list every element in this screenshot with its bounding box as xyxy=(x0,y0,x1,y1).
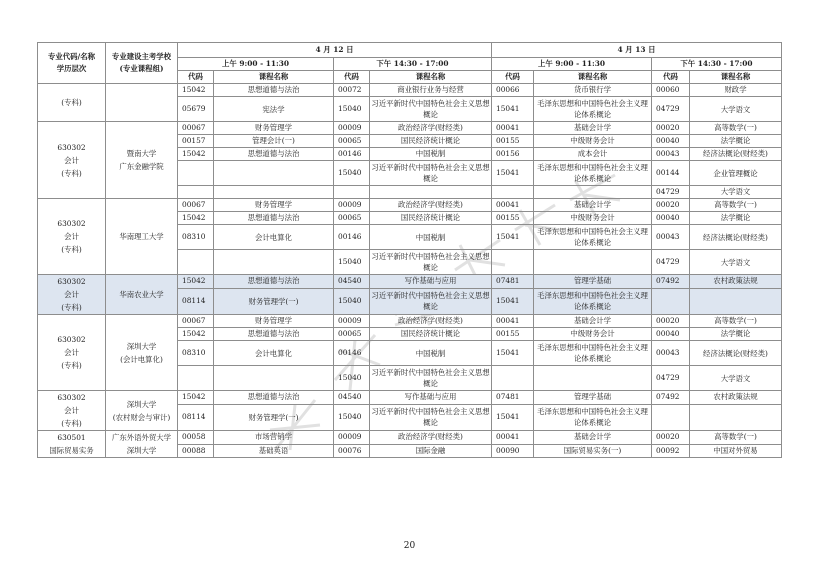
course-code-cell: 15040 xyxy=(334,288,370,314)
course-code-cell: 00090 xyxy=(492,444,534,458)
course-code-cell xyxy=(178,186,214,199)
course-name-cell: 大学语文 xyxy=(690,97,782,122)
school-cell: 华南农业大学 xyxy=(106,275,178,315)
course-name-cell: 国民经济统计概论 xyxy=(370,135,492,148)
course-name-cell: 管理学基础 xyxy=(534,275,652,289)
table-row xyxy=(38,84,782,97)
course-code-cell: 00066 xyxy=(492,84,534,97)
course-name-cell: 国际金融 xyxy=(370,444,492,458)
code-header: 代码 xyxy=(178,71,214,84)
course-name-cell: 财政学 xyxy=(690,84,782,97)
course-code-cell: 15040 xyxy=(334,366,370,391)
course-code-cell: 00009 xyxy=(334,199,370,212)
page-number: 20 xyxy=(403,541,416,551)
course-name-cell: 企业管理概论 xyxy=(690,161,782,186)
major-cell: (专科) xyxy=(38,84,106,122)
course-code-cell: 00072 xyxy=(334,84,370,97)
course-name-cell: 写作基础与应用 xyxy=(370,391,492,405)
course-code-cell xyxy=(178,366,214,391)
course-name-cell: 政治经济学(财经类) xyxy=(370,315,492,328)
course-name-cell: 中级财务会计 xyxy=(534,328,652,341)
course-name-cell: 大学语文 xyxy=(690,250,782,275)
course-code-cell: 00156 xyxy=(492,148,534,161)
course-code-cell: 15042 xyxy=(178,84,214,97)
course-name-cell: 高等数学(一) xyxy=(690,431,782,445)
course-code-cell: 08114 xyxy=(178,404,214,430)
major-column-header: 专业代码/名称 学历层次 xyxy=(38,43,106,84)
course-name-cell: 中级财务会计 xyxy=(534,212,652,225)
course-name-cell: 高等数学(一) xyxy=(690,122,782,135)
course-name-cell xyxy=(534,186,652,199)
course-name-cell xyxy=(214,161,334,186)
day2-header: 4 月 13 日 xyxy=(492,43,782,58)
course-code-cell: 08310 xyxy=(178,225,214,250)
course-name-cell: 政治经济学(财经类) xyxy=(370,431,492,445)
course-header: 课程名称 xyxy=(534,71,652,84)
course-name-cell: 管理学基础 xyxy=(534,391,652,405)
course-code-cell: 08114 xyxy=(178,288,214,314)
course-name-cell: 高等数学(一) xyxy=(690,199,782,212)
course-code-cell: 15042 xyxy=(178,275,214,289)
course-code-cell: 04729 xyxy=(652,250,690,275)
course-code-cell: 04540 xyxy=(334,391,370,405)
code-header: 代码 xyxy=(652,71,690,84)
course-name-cell: 大学语文 xyxy=(690,366,782,391)
course-name-cell: 中国税制 xyxy=(370,341,492,366)
course-name-cell: 管理会计(一) xyxy=(214,135,334,148)
course-header: 课程名称 xyxy=(370,71,492,84)
course-code-cell: 15041 xyxy=(492,161,534,186)
course-code-cell: 00041 xyxy=(492,122,534,135)
course-code-cell: 00157 xyxy=(178,135,214,148)
course-code-cell: 15042 xyxy=(178,328,214,341)
course-name-cell: 政治经济学(财经类) xyxy=(370,122,492,135)
course-code-cell: 00146 xyxy=(334,225,370,250)
course-name-cell: 法学概论 xyxy=(690,212,782,225)
course-code-cell: 00144 xyxy=(652,161,690,186)
course-code-cell: 00155 xyxy=(492,135,534,148)
course-name-cell: 思想道德与法治 xyxy=(214,148,334,161)
course-header: 课程名称 xyxy=(690,71,782,84)
course-name-cell: 基础会计学 xyxy=(534,315,652,328)
course-name-cell: 毛泽东思想和中国特色社会主义理论体系概论 xyxy=(534,225,652,250)
course-name-cell: 中国税制 xyxy=(370,225,492,250)
course-code-cell: 00020 xyxy=(652,199,690,212)
course-name-cell: 毛泽东思想和中国特色社会主义理论体系概论 xyxy=(534,288,652,314)
course-code-cell: 15040 xyxy=(334,161,370,186)
course-name-cell: 会计电算化 xyxy=(214,225,334,250)
course-name-cell: 财务管理学(一) xyxy=(214,288,334,314)
course-code-cell xyxy=(492,366,534,391)
course-code-cell xyxy=(492,186,534,199)
course-name-cell xyxy=(690,404,782,430)
course-code-cell: 00020 xyxy=(652,122,690,135)
school-cell: 广东外语外贸大学 深圳大学 xyxy=(106,431,178,458)
course-code-cell: 00043 xyxy=(652,341,690,366)
course-code-cell: 00092 xyxy=(652,444,690,458)
course-code-cell xyxy=(178,161,214,186)
course-name-cell xyxy=(534,366,652,391)
course-code-cell: 00155 xyxy=(492,212,534,225)
course-code-cell: 00067 xyxy=(178,122,214,135)
course-code-cell: 00088 xyxy=(178,444,214,458)
course-code-cell: 04729 xyxy=(652,186,690,199)
course-code-cell: 00040 xyxy=(652,212,690,225)
course-name-cell xyxy=(534,250,652,275)
table-row xyxy=(38,199,782,212)
course-code-cell: 00041 xyxy=(492,199,534,212)
course-name-cell: 习近平新时代中国特色社会主义思想概论 xyxy=(370,161,492,186)
course-name-cell: 经济法概论(财经类) xyxy=(690,148,782,161)
course-code-cell: 15040 xyxy=(334,404,370,430)
course-code-cell xyxy=(178,250,214,275)
course-code-cell: 00043 xyxy=(652,225,690,250)
course-name-cell: 思想道德与法治 xyxy=(214,84,334,97)
course-name-cell: 国际贸易实务(一) xyxy=(534,444,652,458)
course-name-cell: 财务管理学 xyxy=(214,199,334,212)
course-code-cell: 00040 xyxy=(652,328,690,341)
major-cell: 630302 会计 (专科) xyxy=(38,391,106,431)
course-code-cell: 00020 xyxy=(652,431,690,445)
course-code-cell: 00020 xyxy=(652,315,690,328)
course-name-cell: 经济法概论(财经类) xyxy=(690,341,782,366)
course-name-cell: 基础会计学 xyxy=(534,431,652,445)
course-code-cell: 00040 xyxy=(652,135,690,148)
course-code-cell: 00009 xyxy=(334,122,370,135)
course-code-cell: 15041 xyxy=(492,97,534,122)
course-name-cell: 毛泽东思想和中国特色社会主义理论体系概论 xyxy=(534,404,652,430)
schedule-body xyxy=(38,84,782,458)
day1-afternoon-header: 下午 14:30 - 17:00 xyxy=(334,58,492,71)
school-cell xyxy=(106,84,178,122)
course-code-cell xyxy=(652,288,690,314)
course-name-cell: 毛泽东思想和中国特色社会主义理论体系概论 xyxy=(534,341,652,366)
course-name-cell: 宪法学 xyxy=(214,97,334,122)
course-code-cell: 00146 xyxy=(334,341,370,366)
course-code-cell: 00009 xyxy=(334,315,370,328)
course-name-cell: 财务管理学(一) xyxy=(214,404,334,430)
course-name-cell: 中国税制 xyxy=(370,148,492,161)
course-code-cell: 00155 xyxy=(492,328,534,341)
course-code-cell: 04540 xyxy=(334,275,370,289)
table-row xyxy=(38,275,782,289)
course-code-cell: 00065 xyxy=(334,328,370,341)
course-code-cell: 00076 xyxy=(334,444,370,458)
course-code-cell: 00009 xyxy=(334,431,370,445)
course-name-cell xyxy=(370,186,492,199)
course-name-cell: 习近平新时代中国特色社会主义思想概论 xyxy=(370,366,492,391)
course-name-cell: 写作基础与应用 xyxy=(370,275,492,289)
course-name-cell: 思想道德与法治 xyxy=(214,391,334,405)
major-cell: 630302 会计 (专科) xyxy=(38,275,106,315)
course-code-cell: 07481 xyxy=(492,391,534,405)
course-name-cell: 法学概论 xyxy=(690,328,782,341)
course-name-cell: 习近平新时代中国特色社会主义思想概论 xyxy=(370,97,492,122)
course-code-cell: 00065 xyxy=(334,135,370,148)
course-code-cell: 08310 xyxy=(178,341,214,366)
course-code-cell: 00058 xyxy=(178,431,214,445)
code-header: 代码 xyxy=(492,71,534,84)
course-code-cell: 00065 xyxy=(334,212,370,225)
course-code-cell: 15041 xyxy=(492,341,534,366)
table-row xyxy=(38,315,782,328)
course-header: 课程名称 xyxy=(214,71,334,84)
exam-schedule-table xyxy=(37,42,782,458)
course-name-cell: 思想道德与法治 xyxy=(214,212,334,225)
course-name-cell: 经济法概论(财经类) xyxy=(690,225,782,250)
course-name-cell: 政治经济学(财经类) xyxy=(370,199,492,212)
course-name-cell: 中国对外贸易 xyxy=(690,444,782,458)
course-name-cell: 思想道德与法治 xyxy=(214,328,334,341)
day1-header: 4 月 12 日 xyxy=(178,43,492,58)
course-code-cell: 04729 xyxy=(652,366,690,391)
major-cell: 630302 会计 (专科) xyxy=(38,199,106,275)
course-code-cell: 00067 xyxy=(178,315,214,328)
course-name-cell: 国民经济统计概论 xyxy=(370,328,492,341)
course-name-cell: 国民经济统计概论 xyxy=(370,212,492,225)
table-row xyxy=(38,391,782,405)
course-code-cell xyxy=(334,186,370,199)
course-name-cell: 基础英语 xyxy=(214,444,334,458)
course-code-cell: 15042 xyxy=(178,391,214,405)
major-cell: 630501 国际贸易实务 xyxy=(38,431,106,458)
course-code-cell: 15041 xyxy=(492,225,534,250)
course-code-cell: 00041 xyxy=(492,431,534,445)
course-code-cell: 00041 xyxy=(492,315,534,328)
course-name-cell: 大学语文 xyxy=(690,186,782,199)
course-code-cell: 07492 xyxy=(652,391,690,405)
table-row xyxy=(38,431,782,445)
course-name-cell: 高等数学(一) xyxy=(690,315,782,328)
school-cell: 深圳大学 (会计电算化) xyxy=(106,315,178,391)
major-cell: 630302 会计 (专科) xyxy=(38,315,106,391)
course-code-cell: 07481 xyxy=(492,275,534,289)
course-name-cell: 中级财务会计 xyxy=(534,135,652,148)
course-name-cell xyxy=(214,250,334,275)
course-code-cell: 07492 xyxy=(652,275,690,289)
course-code-cell: 15041 xyxy=(492,404,534,430)
course-name-cell: 法学概论 xyxy=(690,135,782,148)
course-code-cell: 05679 xyxy=(178,97,214,122)
course-code-cell: 15040 xyxy=(334,250,370,275)
course-name-cell: 毛泽东思想和中国特色社会主义理论体系概论 xyxy=(534,97,652,122)
table-row xyxy=(38,122,782,135)
course-name-cell: 农村政策法规 xyxy=(690,391,782,405)
course-name-cell: 毛泽东思想和中国特色社会主义理论体系概论 xyxy=(534,161,652,186)
course-code-cell: 15042 xyxy=(178,212,214,225)
course-name-cell xyxy=(214,366,334,391)
course-code-cell: 15041 xyxy=(492,288,534,314)
course-code-cell: 04729 xyxy=(652,97,690,122)
course-name-cell: 会计电算化 xyxy=(214,341,334,366)
major-cell: 630302 会计 (专科) xyxy=(38,122,106,199)
course-name-cell: 习近平新时代中国特色社会主义思想概论 xyxy=(370,288,492,314)
course-name-cell xyxy=(214,186,334,199)
course-name-cell: 基础会计学 xyxy=(534,199,652,212)
course-name-cell: 农村政策法规 xyxy=(690,275,782,289)
course-name-cell: 财务管理学 xyxy=(214,315,334,328)
course-code-cell xyxy=(492,250,534,275)
course-code-cell: 00146 xyxy=(334,148,370,161)
course-name-cell: 基础会计学 xyxy=(534,122,652,135)
code-header: 代码 xyxy=(334,71,370,84)
course-name-cell: 财务管理学 xyxy=(214,122,334,135)
day2-afternoon-header: 下午 14:30 - 17:00 xyxy=(652,58,782,71)
school-cell: 暨南大学 广东金融学院 xyxy=(106,122,178,199)
school-column-header: 专业建设主考学校 (专业课程组) xyxy=(106,43,178,84)
school-cell: 华南理工大学 xyxy=(106,199,178,275)
course-name-cell: 成本会计 xyxy=(534,148,652,161)
course-name-cell: 市场营销学 xyxy=(214,431,334,445)
course-name-cell: 货币银行学 xyxy=(534,84,652,97)
course-code-cell: 00043 xyxy=(652,148,690,161)
course-code-cell: 00067 xyxy=(178,199,214,212)
day1-morning-header: 上午 9:00 - 11:30 xyxy=(178,58,334,71)
day2-morning-header: 上午 9:00 - 11:30 xyxy=(492,58,652,71)
course-name-cell: 思想道德与法治 xyxy=(214,275,334,289)
course-name-cell: 商业银行业务与经营 xyxy=(370,84,492,97)
course-code-cell: 15042 xyxy=(178,148,214,161)
course-code-cell: 00060 xyxy=(652,84,690,97)
course-code-cell xyxy=(652,404,690,430)
course-name-cell xyxy=(690,288,782,314)
course-name-cell: 习近平新时代中国特色社会主义思想概论 xyxy=(370,250,492,275)
school-cell: 深圳大学 (农村财会与审计) xyxy=(106,391,178,431)
course-code-cell: 15040 xyxy=(334,97,370,122)
course-name-cell: 习近平新时代中国特色社会主义思想概论 xyxy=(370,404,492,430)
